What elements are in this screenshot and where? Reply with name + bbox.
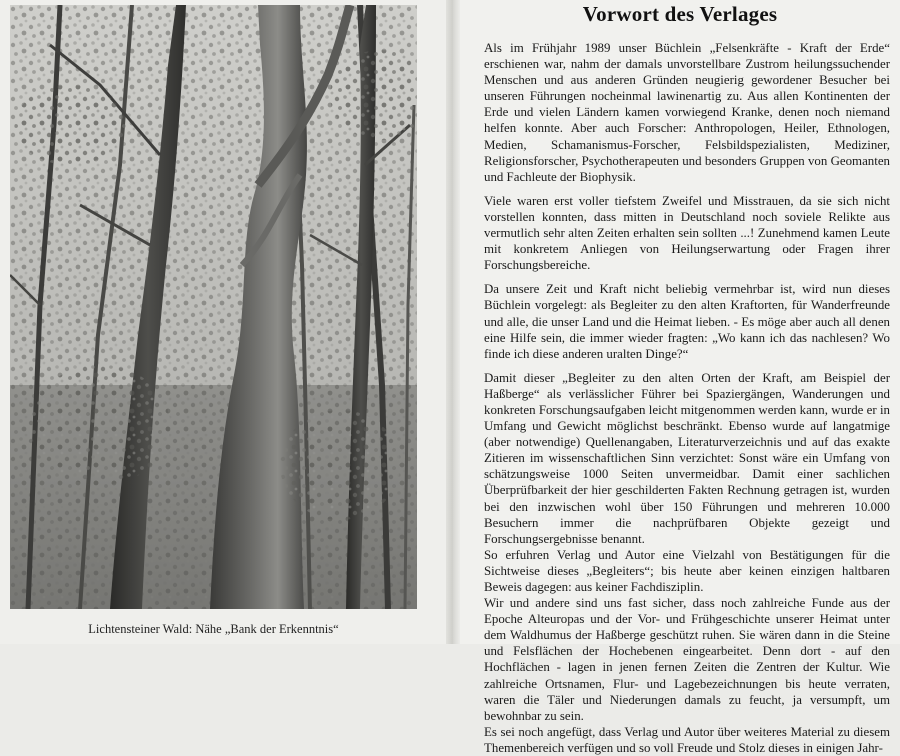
paragraph: Da unsere Zeit und Kraft nicht beliebig vermehrbar ist, wird nun dieses Büchlein vorgelegt: als Begleiter zu den alten Kraftorten, für Wanderfreunde und alle, die unser Land und die Heimat lieben. - Es möge aber auch all denen eine Hilfe sein, die immer wieder fragten: „Wo kann ich das nachlesen? Wo finde ich diese anderen uralten Dinge?“ (484, 282, 890, 361)
foreword-text (484, 40, 890, 756)
paragraph: So erfuhren Verlag und Autor eine Vielzahl von Bestätigungen für die Sichtweise dieses „Begleiters“; bis heute aber keinen einzigen haltbaren Beweis dagegen: aus keiner Fachdisziplin. (484, 547, 890, 594)
book-gutter (446, 0, 460, 644)
paragraph: Es sei noch angefügt, dass Verlag und Autor über weiteres Material zu diesem Themenbereich verfügen und so voll Freude und Stolz dieses in einigen Jahr- (484, 724, 890, 755)
paragraph: Wir und andere sind uns fast sicher, dass noch zahlreiche Funde aus der Epoche Alteuropas und der Vor- und Frühgeschichte unserer Heimat unter dem Waldhumus der Haßberge geschützt ruhen. Sie wären dann in die Steine und Felsflächen der Hochebenen eingearbeitet. Denn dort - auf den Hochflächen - lagen in jenen fernen Zeiten die Zentren der Kultur. Wie zahlreiche Ortsnamen, Flur- und Lagebezeichnungen bis heute verraten, waren die Täler und Niederungen damals zu feucht, ja versumpft, um bewohnbar zu sein. (484, 596, 890, 723)
paragraph: Als im Frühjahr 1989 unser Büchlein „Felsenkräfte - Kraft der Erde“ erschienen war, nahm der damals unvorstellbare Zustrom heilungssuchender Menschen und aus anderen Gründen neugierig gewordener Besucher bei unseren Führungen nocheinmal lawinenartig zu. Aus allen Kontinenten der Erde und vielen Ländern kamen vorwiegend Kranke, denen noch niemand helfen konnte. Aber auch Forscher: Anthropologen, Heiler, Ethnologen, Medien, Schamanismus-Forscher, Felsbildspezialisten, Mediziner, Religionsforscher, Psychotherapeuten und besonders Gruppen von Geomanten und Fachleute der Biophysik. (484, 41, 890, 184)
paragraph: Damit dieser „Begleiter zu den alten Orten der Kraft, am Beispiel der Haßberge“ als verlässlicher Führer bei Spaziergängen, Wanderungen und konkreten Forschungsaufgaben leicht mitgenommen werden kann, wurde er in Umfang und Gewicht möglichst beschränkt. Ebenso wurde auf langatmige (aber notwendige) Quellenangaben, Literaturverzeichnis und auf das exakte Zitieren im wissenschaftlichen Sinn verzichtet: Sonst wäre ein Umfang von schätzungsweise 1000 Seiten unvermeidbar. Damit einer sachlichen Überprüfbarkeit der hier geschilderten Fakten Rechnung getragen ist, wurden bei den inzwischen wohl über 150 Führungen und mehreren 10.000 Besuchern immer die nachprüfbaren Objekte gezeigt und Forschungsergebnisse benannt. (484, 370, 890, 546)
paragraph: Viele waren erst voller tiefstem Zweifel und Misstrauen, da sie sich nicht vorstellen konnten, dass mitten in Deutschland noch soviele Relikte aus vermutlich sehr alten Zeiten erhalten sein sollten ...! Zunehmend kamen Leute mit konkretem Anliegen von Heilungserwartung oder Fragen ihrer Forschungsbereiche. (484, 193, 890, 273)
page-title: Vorwort des Verlages (582, 2, 778, 26)
right-page (460, 0, 900, 755)
photo-caption: Lichtensteiner Wald: Nähe „Bank der Erkenntnis“ (88, 622, 339, 636)
forest-photo (10, 5, 417, 609)
left-page (0, 0, 452, 644)
beech-forest-illustration (10, 5, 417, 609)
